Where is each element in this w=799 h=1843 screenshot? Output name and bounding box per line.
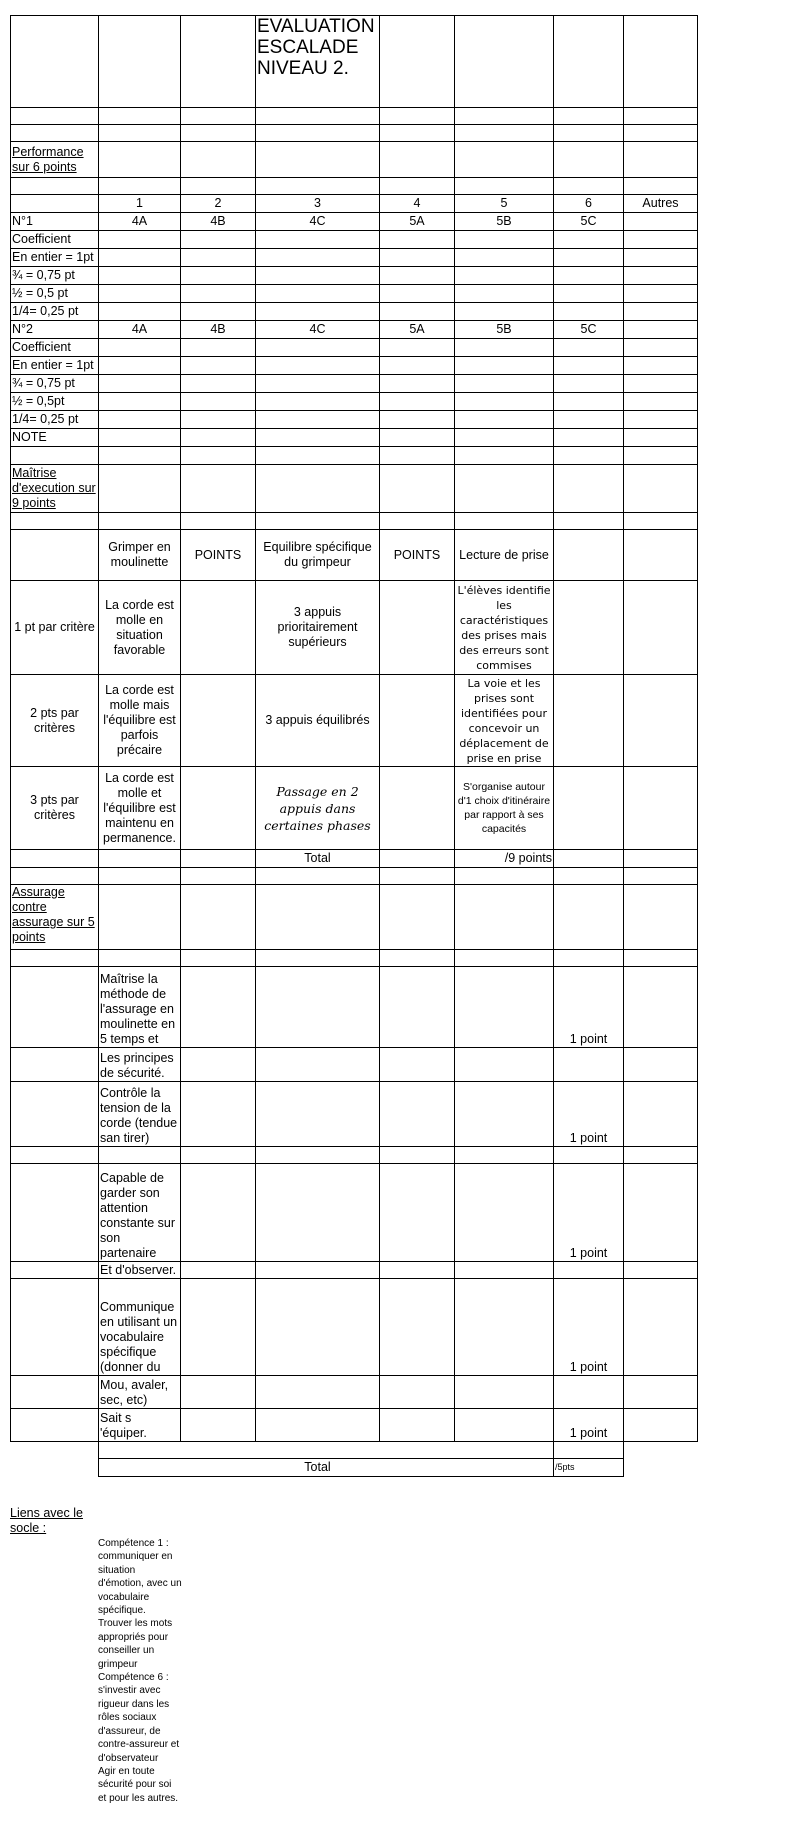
n1-row (11, 213, 698, 231)
assurage-item: Les principes de sécurité. (99, 1048, 181, 1082)
criteria-grimper: La corde est molle mais l'équilibre est parfois précaire (99, 675, 181, 767)
grade-cell: 5B (455, 321, 554, 339)
assurage-row (11, 1164, 698, 1262)
assurage-row (11, 1409, 698, 1442)
column-header: Autres (624, 195, 698, 213)
grade-cell: 5A (380, 213, 455, 231)
n2-row (11, 321, 698, 339)
criteria-label: 2 pts par critères (11, 675, 99, 767)
coefficient-label: 1/4= 0,25 pt (11, 411, 99, 429)
assurage-points: 1 point (554, 967, 624, 1048)
criteria-label: 3 pts par critères (11, 767, 99, 850)
criteria-grimper: La corde est molle et l'équilibre est maintenu en permanence. (99, 767, 181, 850)
grade-cell: 5C (554, 321, 624, 339)
grade-cell: 4C (256, 321, 380, 339)
competence-text: Compétence 6 : s'investir avec rigueur dans les rôles sociaux d'assureur, de contre-assureur et d'observateur (98, 1672, 180, 1764)
criteria-lecture: L'élèves identifie les caractéristiques des prises mais des erreurs sont commises (455, 581, 554, 675)
coefficient-label: En entier = 1pt (11, 357, 99, 375)
assurage-item: Et d'observer. (99, 1262, 181, 1279)
assurage-item: Sait s 'équiper. (99, 1409, 181, 1442)
coefficient-label: Coefficient (11, 231, 99, 249)
header-grimper: Grimper en moulinette (99, 530, 181, 581)
header-lecture: Lecture de prise (455, 530, 554, 581)
coefficient-label: Coefficient (11, 339, 99, 357)
grade-cell: 4B (181, 321, 256, 339)
maitrise-heading: Maîtrise d'execution sur 9 points (11, 465, 99, 513)
column-header: 2 (181, 195, 256, 213)
evaluation-table (10, 15, 698, 1477)
grade-cell: 4C (256, 213, 380, 231)
assurage-item: Capable de garder son attention constante sur son partenaire (99, 1164, 181, 1262)
criteria-label: 1 pt par critère (11, 581, 99, 675)
performance-heading: Performance sur 6 points (11, 142, 99, 178)
grade-cell: 5C (554, 213, 624, 231)
criteria-lecture: S'organise autour d'1 choix d'itinéraire par rapport à ses capacités (455, 767, 554, 850)
criteria-grimper: La corde est molle en situation favorable (99, 581, 181, 675)
column-header: 3 (256, 195, 380, 213)
coefficient-label: 1/4= 0,25 pt (11, 303, 99, 321)
competences-block (98, 1537, 182, 1805)
header-points: POINTS (380, 530, 455, 581)
column-header: 4 (380, 195, 455, 213)
grade-cell: 4A (99, 213, 181, 231)
maitrise-header-row (11, 530, 698, 581)
coefficient-label: ½ = 0,5 pt (11, 285, 99, 303)
coefficient-label: En entier = 1pt (11, 249, 99, 267)
coefficient-label: ¾ = 0,75 pt (11, 375, 99, 393)
grade-cell: 4A (99, 321, 181, 339)
criteria-equilibre: 3 appuis prioritairement supérieurs (256, 581, 380, 675)
column-header: 6 (554, 195, 624, 213)
coefficient-label: ¾ = 0,75 pt (11, 267, 99, 285)
criteria-equilibre: 3 appuis équilibrés (256, 675, 380, 767)
assurage-points: 1 point (554, 1082, 624, 1147)
criteria-equilibre: Passage en 2 appuis dans certaines phases (256, 767, 380, 850)
assurage-row (11, 1376, 698, 1409)
assurage-total-row (11, 1459, 698, 1477)
note-label: NOTE (11, 429, 99, 447)
liens-heading: Liens avec le socle : (10, 1506, 83, 1535)
assurage-row (11, 1279, 698, 1376)
performance-columns-row (11, 195, 698, 213)
grade-cell: 5B (455, 213, 554, 231)
assurage-item: Maîtrise la méthode de l'assurage en moulinette en 5 temps et (99, 967, 181, 1048)
column-header: 5 (455, 195, 554, 213)
assurage-points (554, 1376, 624, 1409)
criteria-row (11, 581, 698, 675)
n1-label: N°1 (11, 213, 99, 231)
maitrise-total-row (11, 850, 698, 868)
assurage-points: 1 point (554, 1409, 624, 1442)
competence-text: Trouver les mots appropriés pour conseiller un grimpeur (98, 1618, 173, 1670)
assurage-points: 1 point (554, 1279, 624, 1376)
total-label: Total (256, 850, 380, 868)
assurage-row (11, 1082, 698, 1147)
assurage-item: Mou, avaler, sec, etc) (99, 1376, 181, 1409)
assurage-row (11, 967, 698, 1048)
grade-cell: 5A (380, 321, 455, 339)
assurage-row (11, 1262, 698, 1279)
total-value: /9 points (455, 850, 554, 868)
header-points: POINTS (181, 530, 256, 581)
assurage-points: 1 point (554, 1164, 624, 1262)
n2-label: N°2 (11, 321, 99, 339)
assurage-points (554, 1262, 624, 1279)
total-value: /5pts (554, 1459, 624, 1477)
page-title: EVALUATION ESCALADE NIVEAU 2. (256, 16, 380, 108)
assurage-row (11, 1048, 698, 1082)
assurage-heading: Assurage contre assurage sur 5 points (11, 885, 99, 950)
criteria-lecture: La voie et les prises sont identifiées pour concevoir un déplacement de prise en prise (455, 675, 554, 767)
criteria-row (11, 675, 698, 767)
assurage-item: Communique en utilisant un vocabulaire spécifique (donner du (99, 1279, 181, 1376)
header-equilibre: Equilibre spécifique du grimpeur (256, 530, 380, 581)
assurage-points (554, 1048, 624, 1082)
coefficient-label: ½ = 0,5pt (11, 393, 99, 411)
competence-text: Agir en toute sécurité pour soi et pour les autres. (98, 1765, 179, 1804)
column-header: 1 (99, 195, 181, 213)
grade-cell: 4B (181, 213, 256, 231)
competence-text: Compétence 1 : communiquer en situation d'émotion, avec un vocabulaire spécifique. (98, 1538, 182, 1617)
criteria-row (11, 767, 698, 850)
assurage-item: Contrôle la tension de la corde (tendue san tirer) (99, 1082, 181, 1147)
total-label: Total (256, 1459, 380, 1477)
